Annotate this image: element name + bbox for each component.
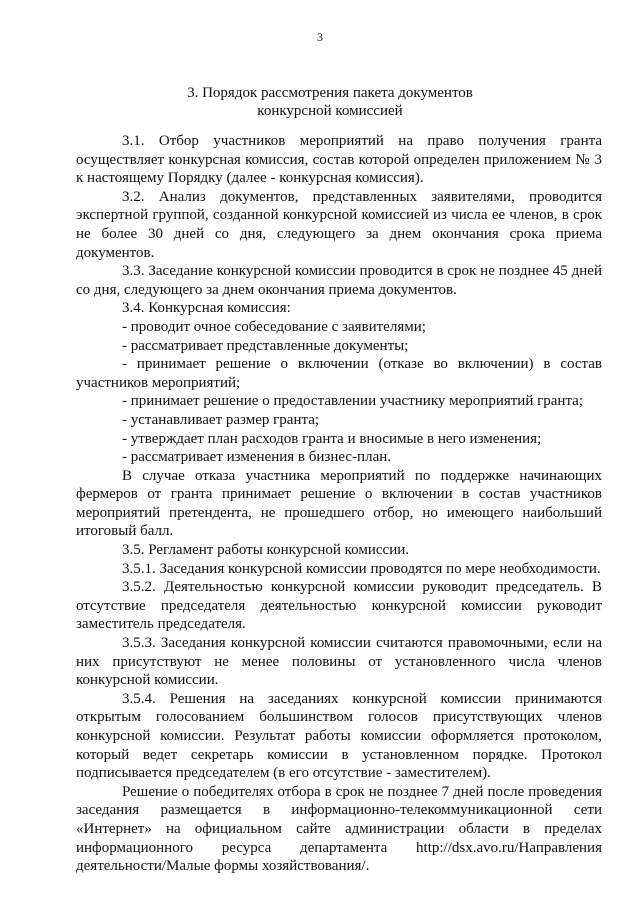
list-item: - рассматривает представленные документы; [122, 337, 409, 354]
paragraph-3-3: 3.3. Заседание конкурсной комиссии проводится в срок не позднее 45 дней со дня, следующего за днем окончания приема документов. [76, 263, 602, 298]
section-body [76, 132, 602, 876]
heading-line-1: 3. Порядок рассмотрения пакета документов [187, 85, 473, 101]
list-item: - рассматривает изменения в бизнес-план. [122, 449, 392, 466]
section-heading [60, 84, 600, 120]
paragraph-refusal-case: В случае отказа участника мероприятий по поддержке начинающих фермеров от гранта принимает решение о включении в состав участников мероприятий претендента, не прошедшего отбор, но имеющего наибольший итоговый балл. [76, 467, 602, 540]
paragraph-3-2: 3.2. Анализ документов, представленных заявителями, проводится экспертной группой, созданной конкурсной комиссией из числа ее членов, в срок не более 30 дней со дня, следующего за днем окончания срока приема документов. [76, 188, 602, 261]
page-number: 3 [317, 30, 323, 44]
list-item: - принимает решение о включении (отказе во включении) в состав участников мероприятий; [76, 356, 602, 391]
heading-line-2: конкурсной комиссией [257, 103, 403, 119]
paragraph-winners-publication: Решение о победителях отбора в срок не позднее 7 дней после проведения заседания размещается в информационно-телекоммуникационной сети «Интернет» на официальном сайте администрации области в пределах информационного ресурса департамента http://dsx.avo.ru/Направления деятельности/Малые формы хозяйствования/. [76, 783, 602, 875]
list-item: - проводит очное собеседование с заявителями; [122, 318, 426, 335]
paragraph-3-4: 3.4. Конкурсная комиссия: [122, 300, 291, 317]
list-item: - принимает решение о предоставлении участнику мероприятий гранта; [122, 393, 584, 410]
paragraph-3-5-2: 3.5.2. Деятельностью конкурсной комиссии руководит председатель. В отсутствие председателя деятельностью конкурсной комиссии руководит заместитель председателя. [76, 579, 602, 633]
paragraph-3-1: 3.1. Отбор участников мероприятий на право получения гранта осуществляет конкурсная комиссия, состав которой определен приложением № 3 к настоящему Порядку (далее - конкурсная комиссия). [76, 133, 602, 187]
paragraph-3-5-4: 3.5.4. Решения на заседаниях конкурсной комиссии принимаются открытым голосованием большинством голосов присутствующих членов конкурсной комиссии. Результат работы комиссии оформляется протоколом, который ведет секретарь комиссии в установленном порядке. Протокол подписывается председателем (в его отсутствие - заместителем). [76, 690, 602, 782]
paragraph-3-5-3: 3.5.3. Заседания конкурсной комиссии считаются правомочными, если на них присутствуют не менее половины от установленного числа членов конкурсной комиссии. [76, 635, 602, 689]
paragraph-3-5-1: 3.5.1. Заседания конкурсной комиссии проводятся по мере необходимости. [122, 560, 601, 577]
paragraph-3-5: 3.5. Регламент работы конкурсной комиссии. [122, 542, 410, 559]
list-item: - утверждает план расходов гранта и вносимые в него изменения; [122, 430, 542, 447]
list-item: - устанавливает размер гранта; [122, 411, 320, 428]
